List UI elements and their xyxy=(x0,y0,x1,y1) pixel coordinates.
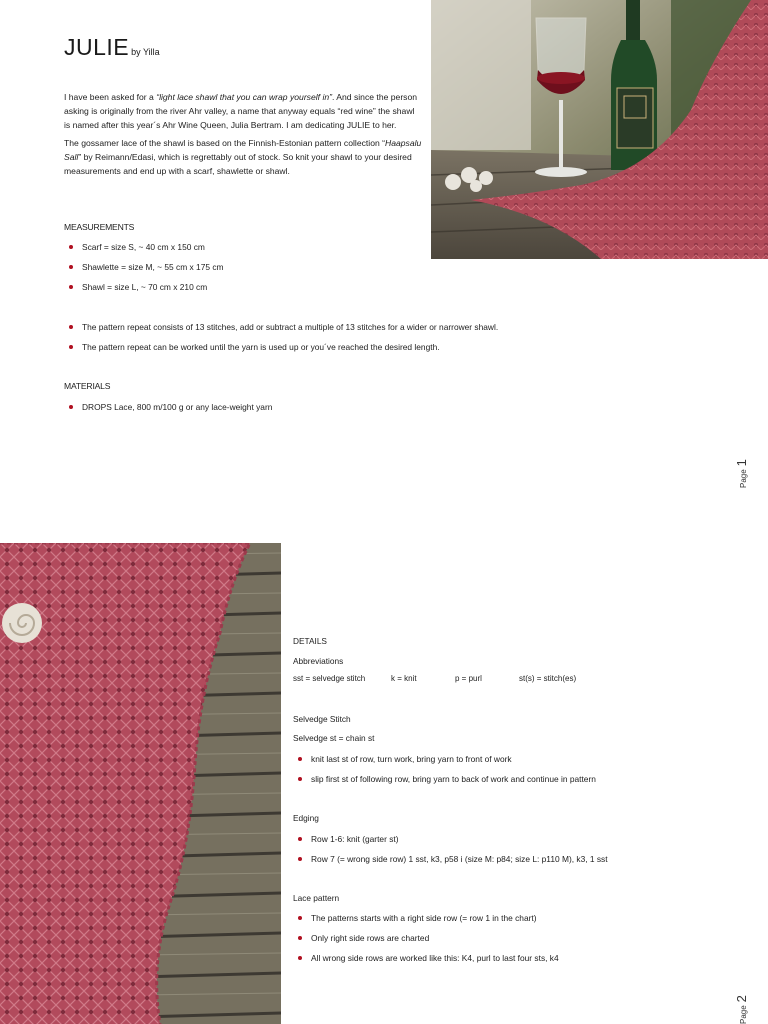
list-item: Shawl = size L, ~ 70 cm x 210 cm xyxy=(64,281,224,301)
list-item: Scarf = size S, ~ 40 cm x 150 cm xyxy=(64,241,224,261)
materials-heading: MATERIALS xyxy=(64,381,111,391)
list-item: DROPS Lace, 800 m/100 g or any lace-weight yarn xyxy=(64,401,272,421)
list-item: The pattern repeat can be worked until the yarn is used up or you´ve reached the desired length. xyxy=(64,341,498,361)
edging-heading: Edging xyxy=(293,813,319,823)
page-2 xyxy=(0,512,768,1024)
list-item: Only right side rows are charted xyxy=(293,932,559,952)
list-item: slip first st of following row, bring yarn to back of work and continue in pattern xyxy=(293,773,596,793)
abbreviation-item: sst = selvedge stitch xyxy=(293,674,366,683)
lace-pattern-heading: Lace pattern xyxy=(293,893,340,903)
selvedge-intro: Selvedge st = chain st xyxy=(293,733,375,743)
page-number-1: Page1 xyxy=(734,459,749,488)
abbreviation-item: k = knit xyxy=(391,674,417,683)
measurements-heading: MEASUREMENTS xyxy=(64,222,135,232)
lace-pattern-list xyxy=(293,912,559,972)
pattern-title: JULIE by Yilla xyxy=(64,34,160,60)
edging-list xyxy=(293,833,608,873)
list-item: The pattern repeat consists of 13 stitches, add or subtract a multiple of 13 stitches for a wider or narrower shawl. xyxy=(64,321,498,341)
list-item: Shawlette = size M, ~ 55 cm x 175 cm xyxy=(64,261,224,281)
shawl-closeup-photo xyxy=(0,543,281,1024)
list-item: The patterns starts with a right side row (= row 1 in the chart) xyxy=(293,912,559,932)
intro-paragraph-1: I have been asked for a “light lace shawl that you can wrap yourself in”. And since the person asking is originally from the river Ahr valley, a name that anyway equals “red wine” the shawl is named after this year´s Ahr Wine Queen, Julia Bertram. I am dedicating JULIE to her. xyxy=(64,92,418,130)
shawl-on-wood-image xyxy=(0,543,281,1024)
list-item: Row 7 (= wrong side row) 1 sst, k3, p58 i (size M: p84; size L: p110 M), k3, 1 sst xyxy=(293,853,608,873)
intro-text xyxy=(64,91,422,184)
shawl-wine-photo xyxy=(431,0,768,259)
measurements-list xyxy=(64,241,224,301)
intro-paragraph-2: The gossamer lace of the shawl is based on the Finnish-Estonian pattern collection “Haapsalu Sall” by Reimann/Edasi, which is regrettably out of stock. So knit your shawl to your desired measurements and end up with a scarf, shawlette or shawl. xyxy=(64,138,422,176)
abbreviations-heading: Abbreviations xyxy=(293,656,344,666)
notes-list xyxy=(64,321,498,361)
byline: by Yilla xyxy=(131,47,160,57)
list-item: All wrong side rows are worked like this: K4, purl to last four sts, k4 xyxy=(293,952,559,972)
materials-list xyxy=(64,401,272,421)
abbreviation-item: p = purl xyxy=(455,674,482,683)
wine-table-image xyxy=(431,0,768,259)
details-heading: DETAILS xyxy=(293,636,327,646)
list-item: knit last st of row, turn work, bring yarn to front of work xyxy=(293,753,596,773)
selvedge-heading: Selvedge Stitch xyxy=(293,714,351,724)
page-number-2: Page2 xyxy=(734,995,749,1024)
list-item: Row 1-6: knit (garter st) xyxy=(293,833,608,853)
abbreviation-item: st(s) = stitch(es) xyxy=(519,674,577,683)
selvedge-list xyxy=(293,753,596,793)
